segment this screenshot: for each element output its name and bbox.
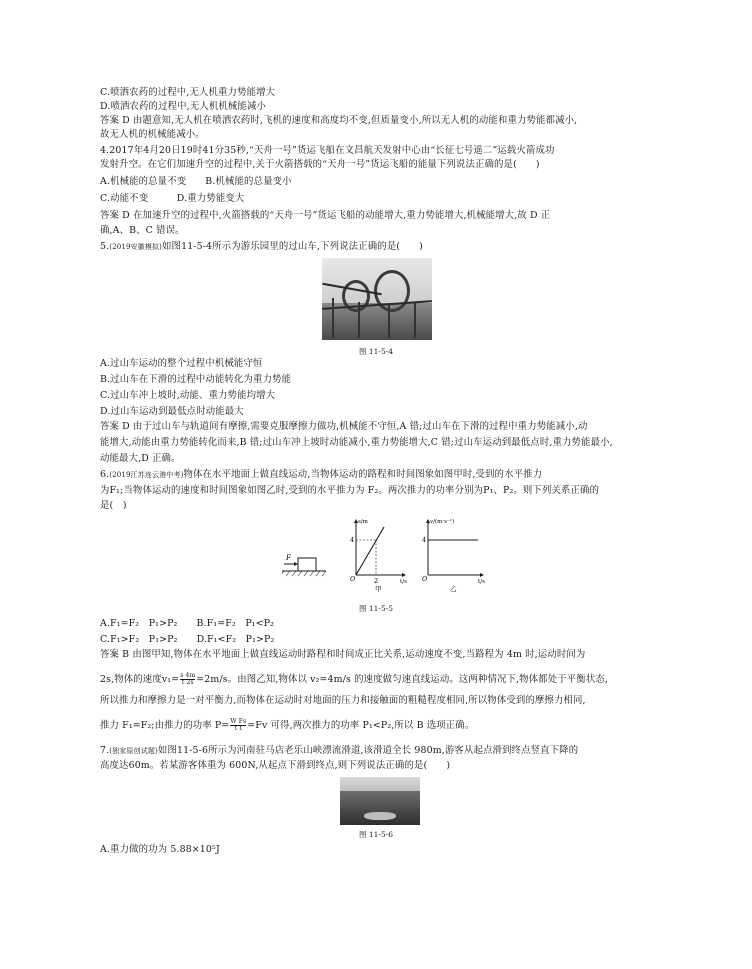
question-5	[100, 241, 423, 253]
answer-text: =2m/s。由图乙知,物体以 v₂=4m/s 的速度做匀速直线运动。这两种情况下,物体都处于平衡状态,	[196, 674, 609, 685]
answer-q2-cont: 故无人机的机械能减小。	[100, 129, 205, 140]
option-a-q5: A.过山车运动的整个过程中机械能守恒	[100, 358, 263, 369]
answer-text: =Fv 可得,两次推力的功率 P₁<P₂,所以 B 选项正确。	[247, 720, 475, 731]
answer-text: 2s,物体的速度v₁=	[100, 674, 180, 685]
answer-q5-cont2: 动能最大,D 正确。	[100, 453, 181, 464]
fraction-denominator: t t	[234, 725, 242, 732]
question-source: (2019江苏连云港中考)	[109, 471, 184, 479]
option-d-q2: D.喷洒农药的过程中,无人机机械能减小	[100, 101, 266, 112]
option-cd-q4: C.动能不变 D.重力势能变大	[100, 193, 245, 204]
graph-yi	[422, 518, 485, 593]
question-text: 物体在水平地面上做直线运动,当物体运动的路程和时间图象如图甲时,受到的水平推力	[183, 469, 543, 480]
question-number: 7.	[100, 745, 110, 756]
answer-q4-cont: 确,A、B、C 错误。	[100, 225, 185, 236]
answer-q6: 答案 B 由图甲知,物体在水平地面上做直线运动时路程和时间成正比关系,运动速度不变,当路程为 4m 时,运动时间为	[100, 649, 586, 660]
question-6	[100, 469, 542, 481]
roller-coaster-photo	[322, 258, 432, 340]
graph-jia-y-tick: 4	[350, 536, 355, 544]
question-7-cont: 高度达60m。若某游客体重为 600N,从起点下滑到终点,则下列说法正确的是( )	[100, 760, 451, 771]
option-c-q5: C.过山车冲上坡时,动能、重力势能均增大	[100, 390, 276, 401]
question-4-cont: 发射升空。在它们加速升空的过程中,关于火箭搭载的“天舟一号”货运飞船的能量下列说法正确的是( )	[100, 159, 540, 170]
answer-q6-cont	[100, 673, 608, 686]
water-slide-photo	[340, 777, 420, 825]
answer-q4: 答案 D 在加速升空的过程中,火箭搭载的“天舟一号”货运飞船的动能增大,重力势能增大,机械能增大,故 D 正	[100, 210, 551, 221]
graph-jia-x-unit: t/s	[400, 579, 407, 585]
option-cd-q6: C.F₁>F₂ P₁>P₂ D.F₁<F₂ P₁>P₂	[100, 634, 275, 645]
force-label: F	[286, 554, 291, 562]
option-d-q5: D.过山车运动到最低点时动能最大	[100, 406, 244, 417]
figure-caption-11-5-6: 图 11-5-6	[359, 830, 394, 839]
option-ab-q6: A.F₁=F₂ P₁>P₂ B.F₁=F₂ P₁<P₂	[100, 618, 275, 629]
option-a-q7: A.重力做的功为 5.88×10⁵J	[100, 844, 220, 855]
fraction-numerator: W Fs	[230, 718, 247, 725]
answer-q6-cont3	[100, 719, 474, 732]
option-ab-q4: A.机械能的总量不变 B.机械能的总量变小	[100, 176, 292, 187]
question-7	[100, 745, 578, 757]
answer-q2: 答案 D 由题意知,无人机在喷洒农药时,飞机的速度和高度均不变,但质量变小,所以无人机的动能和重力势能都减小,	[100, 115, 578, 126]
figure-caption-11-5-5: 图 11-5-5	[359, 604, 394, 613]
question-6-cont2: 是( )	[100, 500, 127, 511]
question-text: 如图11-5-6所示为河南驻马店老乐山峡漂流滑道,该滑道全长 980m,游客从起点滑到终点竖直下降的	[157, 745, 579, 756]
block-diagram	[282, 554, 326, 576]
graph-jia-y-unit: s/m	[358, 519, 368, 525]
graph-yi-y-tick: 4	[422, 536, 427, 544]
option-b-q5: B.过山车在下滑的过程中动能转化为重力势能	[100, 374, 292, 385]
graph-yi-y-unit: v/(m·s⁻¹)	[430, 519, 455, 525]
graph-jia-origin: O	[350, 575, 356, 583]
option-c-q2: C.喷洒农药的过程中,无人机重力势能增大	[100, 87, 276, 98]
question-source: (2019安徽模拟)	[109, 243, 163, 251]
question-6-cont: 为F₁;当物体运动的速度和时间图象如图乙时,受到的水平推力为 F₂。两次推力的功率分别为P₁、P₂。则下列关系正确的	[100, 485, 600, 496]
figure-caption-11-5-4: 图 11-5-4	[359, 347, 394, 356]
question-source: (独家原创试题)	[109, 747, 158, 755]
velocity-fraction	[180, 673, 195, 686]
question-number: 6.	[100, 469, 110, 480]
fraction-numerator: s 4m	[180, 672, 196, 679]
question-4: 4.2017年4月20日19时41分35秒,“天舟一号”货运飞船在文昌航天发射中心由“长征七号遥二”运载火箭成功	[100, 145, 555, 156]
graph-yi-x-unit: t/s	[478, 579, 485, 585]
power-fraction	[230, 719, 246, 732]
answer-q5-cont: 能增大,动能由重力势能转化而来,B 错;过山车冲上坡时动能减小,重力势能增大,C 错;过山车运动到最低点时,重力势能最小,	[100, 437, 613, 448]
answer-text: 推力 F₁=F₂;由推力的功率 P=	[100, 720, 230, 731]
question-number: 5.	[100, 241, 110, 252]
answer-q5: 答案 D 由于过山车与轨道间有摩擦,需要克服摩擦力做功,机械能不守恒,A 错;过山车在下滑的过程中重力势能减小,动	[100, 421, 588, 432]
graph-jia-x-tick: 2	[374, 577, 379, 585]
graph-jia	[350, 519, 407, 593]
figure-11-5-5	[282, 515, 492, 593]
graph-jia-label: 甲	[375, 585, 382, 593]
fraction-denominator: t 2s	[181, 679, 194, 686]
graph-yi-origin: O	[422, 575, 428, 583]
question-text: 如图11-5-4所示为游乐园里的过山车,下列说法正确的是( )	[162, 241, 423, 252]
graph-yi-label: 乙	[450, 585, 457, 593]
answer-q6-cont2: 所以推力和摩擦力是一对平衡力,而物体在运动时对地面的压力和接触面的粗糙程度相同,所以物体受到的摩擦力相同,	[100, 695, 586, 706]
